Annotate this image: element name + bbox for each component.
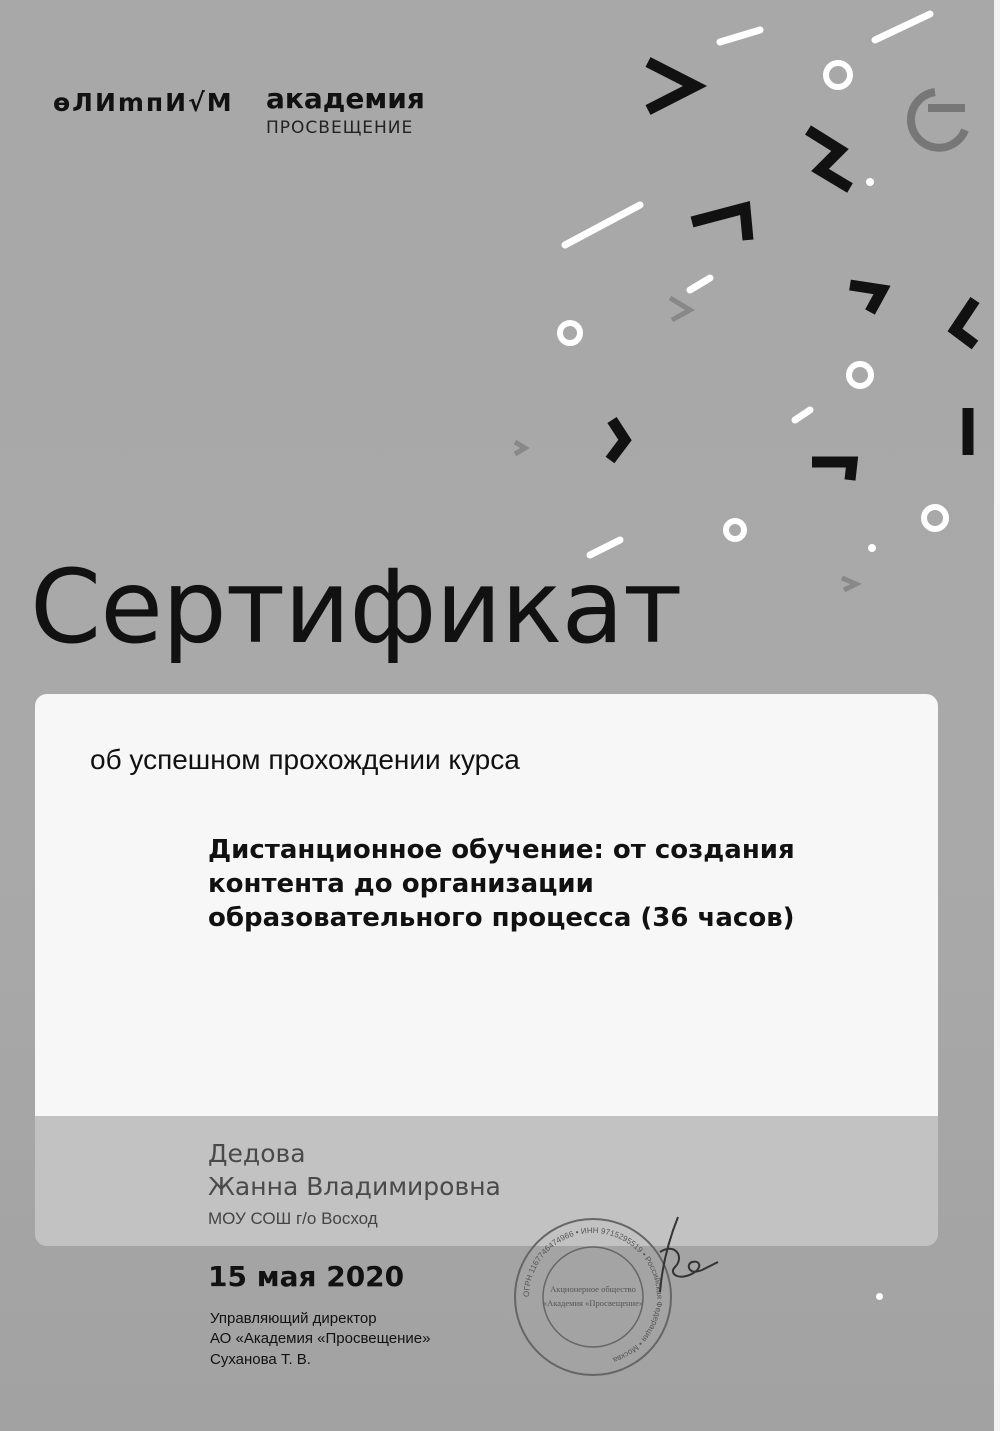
certificate-subtitle: об успешном прохождении курса <box>90 744 520 775</box>
olimpium-logo: ѳЛИmпИ√M <box>53 88 234 117</box>
white-ring <box>560 323 580 343</box>
white-ring <box>849 364 871 386</box>
issue-date: 15 мая 2020 <box>208 1260 405 1293</box>
white-slash <box>875 14 930 40</box>
white-dot <box>866 178 874 186</box>
handwritten-signature <box>640 1212 720 1302</box>
signatory-company: АО «Академия «Просвещение» <box>210 1330 431 1347</box>
dark-angle <box>610 420 625 460</box>
white-ring <box>826 63 850 87</box>
dark-angle <box>692 208 748 240</box>
grey-letter-e <box>911 92 965 148</box>
academy-logo-subtitle: ПРОСВЕЩЕНИЕ <box>266 118 414 138</box>
recipient-surname: Дедова <box>208 1139 306 1168</box>
white-slash <box>565 205 640 245</box>
grey-angle <box>842 578 856 590</box>
grey-angle <box>515 442 525 454</box>
grey-angle <box>670 298 690 320</box>
dark-zigzag <box>808 130 850 188</box>
white-slash <box>795 410 810 420</box>
dark-angle <box>850 285 882 312</box>
signatory-name: Суханова Т. В. <box>210 1351 311 1368</box>
academy-logo-text: академия <box>266 82 425 115</box>
signatory-position: Управляющий директор <box>210 1310 377 1327</box>
white-dot <box>868 544 876 552</box>
white-slash <box>690 278 710 290</box>
stamp-center-line2: «Академия «Просвещение» <box>542 1298 644 1308</box>
white-slash <box>720 30 760 42</box>
stamp-center-line1: Акционерное общество <box>550 1284 636 1294</box>
decor-dot <box>876 1293 883 1300</box>
white-ring <box>924 507 946 529</box>
recipient-organization: МОУ СОШ г/о Восход <box>208 1209 378 1228</box>
white-ring <box>726 521 744 539</box>
dark-angle <box>812 462 852 480</box>
certificate-title: Сертификат <box>30 548 682 667</box>
dark-angle <box>955 300 975 345</box>
recipient-given-names: Жанна Владимировна <box>208 1172 501 1201</box>
stamp-ring-text: ОГРН 1167746474966 • ИНН 9715295519 • Российская Федерация • Москва <box>521 1225 665 1365</box>
dark-angle <box>648 62 695 110</box>
course-name: Дистанционное обучение: от создания контента до организации образовательного процесса (36 часов) <box>208 835 795 933</box>
